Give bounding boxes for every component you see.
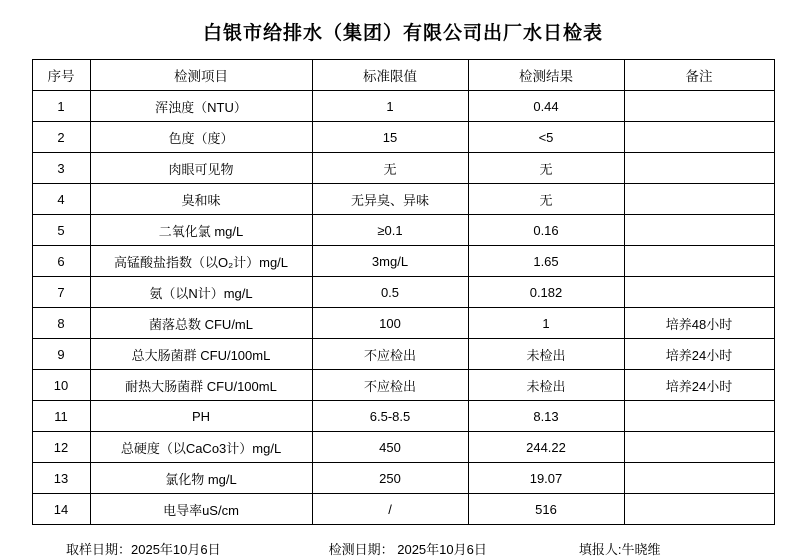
cell-item: 二氧化氯 mg/L xyxy=(90,215,312,246)
table-row xyxy=(32,370,774,401)
column-header-no: 序号 xyxy=(32,60,90,91)
cell-limit: 不应检出 xyxy=(312,370,468,401)
cell-limit: / xyxy=(312,494,468,525)
cell-no: 2 xyxy=(32,122,90,153)
cell-item: 高锰酸盐指数（以O₂计）mg/L xyxy=(90,246,312,277)
table-row xyxy=(32,91,774,122)
cell-remark: 培养24小时 xyxy=(624,370,774,401)
table-row xyxy=(32,494,774,525)
cell-remark xyxy=(624,215,774,246)
cell-result: 0.44 xyxy=(468,91,624,122)
table-row xyxy=(32,339,774,370)
cell-item: PH xyxy=(90,401,312,432)
cell-result: <5 xyxy=(468,122,624,153)
table-row xyxy=(32,401,774,432)
cell-result: 19.07 xyxy=(468,463,624,494)
test-date-label: 检测日期： 2025年10月6日 xyxy=(328,542,487,557)
cell-remark xyxy=(624,463,774,494)
cell-item: 臭和味 xyxy=(90,184,312,215)
cell-no: 9 xyxy=(32,339,90,370)
cell-result: 无 xyxy=(468,184,624,215)
cell-no: 8 xyxy=(32,308,90,339)
cell-limit: 6.5-8.5 xyxy=(312,401,468,432)
cell-limit: 250 xyxy=(312,463,468,494)
report-footer xyxy=(32,525,774,558)
table-header-row xyxy=(32,60,774,91)
cell-result: 未检出 xyxy=(468,339,624,370)
cell-result: 1.65 xyxy=(468,246,624,277)
cell-limit: 不应检出 xyxy=(312,339,468,370)
cell-result: 8.13 xyxy=(468,401,624,432)
water-inspection-table xyxy=(32,59,775,525)
cell-remark xyxy=(624,432,774,463)
cell-limit: 100 xyxy=(312,308,468,339)
cell-remark: 培养24小时 xyxy=(624,339,774,370)
cell-no: 6 xyxy=(32,246,90,277)
cell-no: 3 xyxy=(32,153,90,184)
cell-item: 电导率uS/cm xyxy=(90,494,312,525)
cell-item: 肉眼可见物 xyxy=(90,153,312,184)
table-row xyxy=(32,277,774,308)
cell-no: 10 xyxy=(32,370,90,401)
cell-remark xyxy=(624,122,774,153)
table-row xyxy=(32,432,774,463)
cell-result: 0.16 xyxy=(468,215,624,246)
sample-date-label: 取样日期：2025年10月6日 xyxy=(66,542,221,557)
cell-limit: 无异臭、异味 xyxy=(312,184,468,215)
cell-item: 总大肠菌群 CFU/100mL xyxy=(90,339,312,370)
cell-result: 244.22 xyxy=(468,432,624,463)
cell-remark xyxy=(624,91,774,122)
table-row xyxy=(32,463,774,494)
cell-limit: 450 xyxy=(312,432,468,463)
cell-item: 浑浊度（NTU） xyxy=(90,91,312,122)
cell-item: 氯化物 mg/L xyxy=(90,463,312,494)
cell-item: 菌落总数 CFU/mL xyxy=(90,308,312,339)
table-body xyxy=(32,91,774,525)
cell-remark: 培养48小时 xyxy=(624,308,774,339)
table-header xyxy=(32,60,774,91)
table-row xyxy=(32,184,774,215)
cell-remark xyxy=(624,401,774,432)
cell-remark xyxy=(624,494,774,525)
cell-no: 1 xyxy=(32,91,90,122)
cell-limit: 3mg/L xyxy=(312,246,468,277)
cell-no: 13 xyxy=(32,463,90,494)
cell-limit: 1 xyxy=(312,91,468,122)
cell-remark xyxy=(624,153,774,184)
cell-no: 7 xyxy=(32,277,90,308)
filler-name-label: 填报人:牛晓维 xyxy=(578,542,661,557)
cell-remark xyxy=(624,277,774,308)
cell-no: 14 xyxy=(32,494,90,525)
cell-item: 耐热大肠菌群 CFU/100mL xyxy=(90,370,312,401)
table-row xyxy=(32,153,774,184)
page-title: 白银市给排水（集团）有限公司出厂水日检表 xyxy=(202,23,603,44)
column-header-item: 检测项目 xyxy=(90,60,312,91)
table-row xyxy=(32,246,774,277)
cell-remark xyxy=(624,184,774,215)
column-header-limit: 标准限值 xyxy=(312,60,468,91)
cell-limit: ≥0.1 xyxy=(312,215,468,246)
cell-item: 色度（度） xyxy=(90,122,312,153)
cell-no: 5 xyxy=(32,215,90,246)
cell-item: 总硬度（以CaCo3计）mg/L xyxy=(90,432,312,463)
table-row xyxy=(32,122,774,153)
table-row xyxy=(32,308,774,339)
cell-limit: 15 xyxy=(312,122,468,153)
cell-result: 未检出 xyxy=(468,370,624,401)
cell-limit: 0.5 xyxy=(312,277,468,308)
column-header-result: 检测结果 xyxy=(468,60,624,91)
cell-no: 4 xyxy=(32,184,90,215)
table-row xyxy=(32,215,774,246)
cell-no: 12 xyxy=(32,432,90,463)
cell-result: 516 xyxy=(468,494,624,525)
cell-result: 0.182 xyxy=(468,277,624,308)
cell-result: 1 xyxy=(468,308,624,339)
cell-remark xyxy=(624,246,774,277)
column-header-remark: 备注 xyxy=(624,60,774,91)
cell-item: 氨（以N计）mg/L xyxy=(90,277,312,308)
cell-limit: 无 xyxy=(312,153,468,184)
cell-result: 无 xyxy=(468,153,624,184)
cell-no: 11 xyxy=(32,401,90,432)
